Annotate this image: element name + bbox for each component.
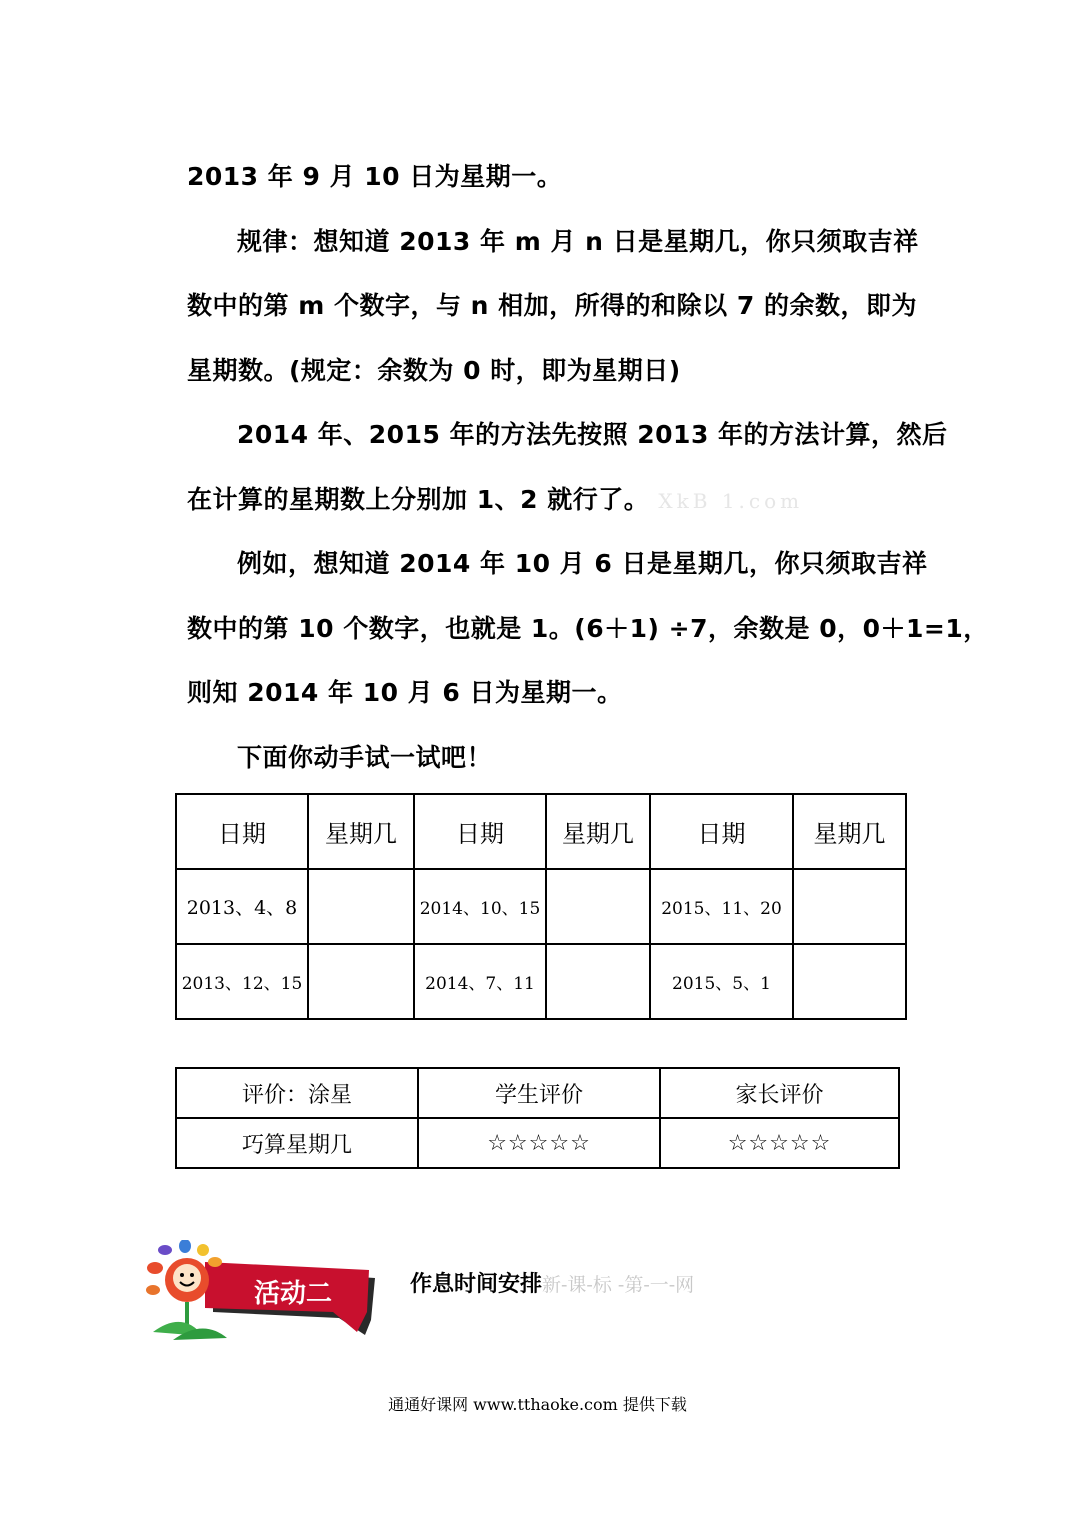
petal-orange-2 xyxy=(146,1285,160,1295)
eye-icon xyxy=(180,1273,184,1277)
evaluation-row xyxy=(176,1118,899,1168)
watermark-text: XkB 1.com xyxy=(658,489,804,513)
header-date-2: 日期 xyxy=(414,794,546,869)
table-header-row xyxy=(176,794,906,869)
eval-header-parent: 家长评价 xyxy=(660,1068,899,1118)
paragraph-10: 下面你动手试一试吧！ xyxy=(237,743,493,772)
header-weekday-1: 星期几 xyxy=(308,794,414,869)
activity-title-text: 作息时间安排 xyxy=(410,1271,543,1297)
table-row xyxy=(176,944,906,1019)
paragraph-6 xyxy=(187,480,803,516)
petal-purple xyxy=(158,1245,172,1255)
date-cell: 2014、10、15 xyxy=(414,869,546,944)
activity-two-logo xyxy=(143,1240,383,1350)
eval-header-label: 评价：涂星 xyxy=(176,1068,418,1118)
weekday-answer-cell[interactable] xyxy=(546,869,650,944)
date-cell: 2013、12、15 xyxy=(176,944,308,1019)
eval-row-label: 巧算星期几 xyxy=(176,1118,418,1168)
petal-blue xyxy=(179,1240,191,1253)
evaluation-table xyxy=(175,1067,900,1169)
header-date-3: 日期 xyxy=(650,794,793,869)
paragraph-8: 数中的第 10 个数字，也就是 1。(6＋1) ÷7，余数是 0，0＋1=1， xyxy=(187,614,989,643)
footer-credit: 通通好课网 www.tthaoke.com 提供下载 xyxy=(388,1395,687,1414)
petal-yellow xyxy=(197,1244,209,1256)
activity-title xyxy=(410,1267,694,1298)
eval-header-student: 学生评价 xyxy=(418,1068,660,1118)
petal-red xyxy=(147,1262,163,1274)
date-weekday-table xyxy=(175,793,907,1020)
paragraph-6-text: 在计算的星期数上分别加 1、2 就行了。 xyxy=(187,485,650,514)
paragraph-1: 2013 年 9 月 10 日为星期一。 xyxy=(187,162,563,191)
flower-face-inner xyxy=(173,1264,201,1292)
activity-watermark: 新-课-标 -第-一-网 xyxy=(542,1274,695,1296)
paragraph-4: 星期数。(规定：余数为 0 时，即为星期日) xyxy=(187,356,681,385)
paragraph-5: 2014 年、2015 年的方法先按照 2013 年的方法计算，然后 xyxy=(237,420,948,449)
header-weekday-2: 星期几 xyxy=(546,794,650,869)
activity-badge-text: 活动二 xyxy=(253,1279,333,1309)
eye-icon xyxy=(190,1273,194,1277)
petal-orange xyxy=(208,1257,222,1267)
date-cell: 2015、11、20 xyxy=(650,869,793,944)
table-row xyxy=(176,869,906,944)
weekday-answer-cell[interactable] xyxy=(546,944,650,1019)
paragraph-7: 例如，想知道 2014 年 10 月 6 日是星期几，你只须取吉祥 xyxy=(237,549,928,578)
evaluation-header-row xyxy=(176,1068,899,1118)
student-star-rating[interactable]: ☆☆☆☆☆ xyxy=(418,1118,660,1168)
header-weekday-3: 星期几 xyxy=(793,794,906,869)
parent-star-rating[interactable]: ☆☆☆☆☆ xyxy=(660,1118,899,1168)
weekday-answer-cell[interactable] xyxy=(793,869,906,944)
weekday-answer-cell[interactable] xyxy=(793,944,906,1019)
paragraph-3: 数中的第 m 个数字，与 n 相加，所得的和除以 7 的余数，即为 xyxy=(187,291,917,320)
weekday-answer-cell[interactable] xyxy=(308,944,414,1019)
date-cell: 2015、5、1 xyxy=(650,944,793,1019)
date-cell: 2014、7、11 xyxy=(414,944,546,1019)
paragraph-9: 则知 2014 年 10 月 6 日为星期一。 xyxy=(187,678,623,707)
header-date-1: 日期 xyxy=(176,794,308,869)
date-cell: 2013、4、8 xyxy=(176,869,308,944)
weekday-answer-cell[interactable] xyxy=(308,869,414,944)
paragraph-2: 规律：想知道 2013 年 m 月 n 日是星期几，你只须取吉祥 xyxy=(237,227,919,256)
